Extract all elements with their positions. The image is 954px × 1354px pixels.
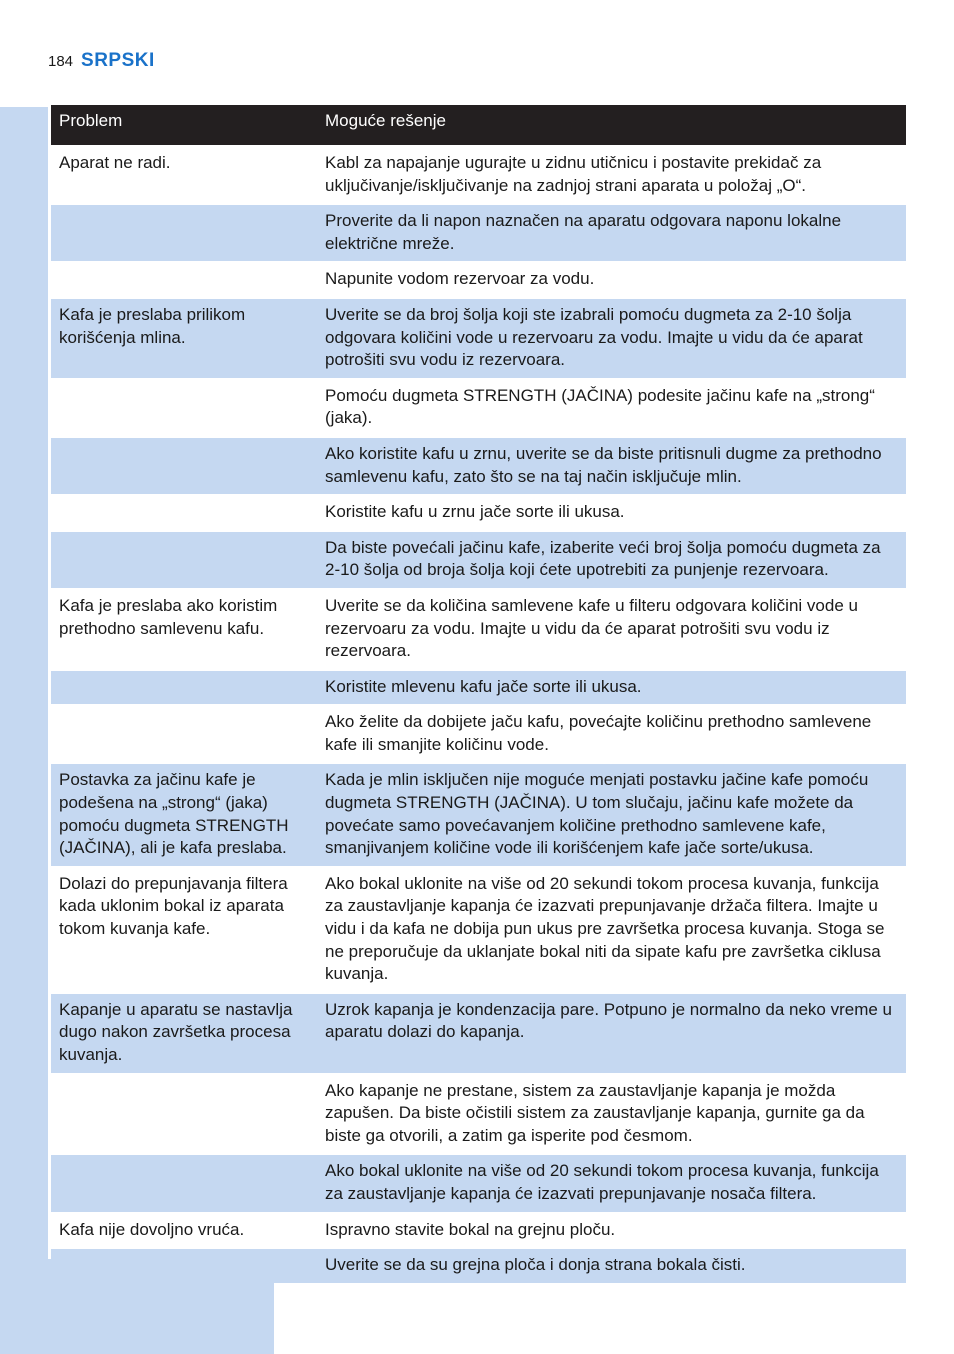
column-header-solution: Moguće rešenje — [317, 105, 906, 146]
solution-cell: Ako bokal uklonite na više od 20 sekundi tokom procesa kuvanja, funkcija za zaustavljanje kapanja će izazvati prepunjavanje nosača filtera. — [317, 1154, 906, 1212]
side-color-strip — [0, 107, 48, 1354]
solution-cell: Kada je mlin isključen nije moguće menjati postavku jačine kafe pomoću dugmeta STRENGTH (JAČINA). U tom slučaju, jačinu kafe možete da povećate samo povećavanjem količine prethodno samlevene kafe, smanjivanjem količine vode ili korišćenjem kafe jače sorte/ukusa. — [317, 763, 906, 866]
problem-cell — [51, 437, 317, 495]
table-row — [51, 298, 906, 379]
solution-cell: Uverite se da su grejna ploča i donja strana bokala čisti. — [317, 1248, 906, 1283]
problem-cell — [51, 262, 317, 298]
table-row — [51, 589, 906, 670]
section-title: SRPSKI — [81, 50, 155, 71]
problem-cell — [51, 1154, 317, 1212]
troubleshooting-table — [51, 105, 906, 1283]
page-number: 184 — [48, 53, 74, 70]
troubleshooting-table-wrap — [51, 105, 906, 1283]
solution-cell: Ako kapanje ne prestane, sistem za zaustavljanje kapanja je možda zapušen. Da biste očistili sistem za zaustavljanje kapanja, gurnite ga da biste ga otvorili, a zatim ga isperite pod česmom. — [317, 1074, 906, 1155]
page-header — [48, 50, 155, 74]
solution-cell: Proverite da li napon naznačen na aparatu odgovara naponu lokalne električne mreže. — [317, 204, 906, 262]
table-row — [51, 1213, 906, 1249]
problem-cell — [51, 204, 317, 262]
problem-cell: Kafa je preslaba prilikom korišćenja mlina. — [51, 298, 317, 379]
problem-cell — [51, 705, 317, 763]
table-row — [51, 993, 906, 1074]
solution-cell: Ako bokal uklonite na više od 20 sekundi tokom procesa kuvanja, funkcija za zaustavljanje kapanja će izazvati prepunjavanje držača filtera. Imajte u vidu i da kafa ne dobija pun ukus pre završetka procesa kuvanja. Stoga se ne preporučuje da uklanjate bokal niti da sipate kafu pre završetka ciklusa kuvanja. — [317, 867, 906, 993]
solution-cell: Ako koristite kafu u zrnu, uverite se da biste pritisnuli dugme za prethodno samlevenu kafu, zato što se na taj način isključuje mlin. — [317, 437, 906, 495]
problem-cell — [51, 1248, 317, 1283]
problem-cell — [51, 1074, 317, 1155]
table-row — [51, 1074, 906, 1155]
column-header-problem: Problem — [51, 105, 317, 146]
table-row — [51, 763, 906, 866]
problem-cell: Kapanje u aparatu se nastavlja dugo nakon završetka procesa kuvanja. — [51, 993, 317, 1074]
solution-cell: Pomoću dugmeta STRENGTH (JAČINA) podesite jačinu kafe na „strong“ (jaka). — [317, 379, 906, 437]
solution-cell: Uverite se da broj šolja koji ste izabrali pomoću dugmeta za 2-10 šolja odgovara količini vode u rezervoaru za vodu. Imajte u vidu da će aparat potrošiti svu vodu iz rezervoara. — [317, 298, 906, 379]
solution-cell: Ako želite da dobijete jaču kafu, povećajte količinu prethodno samlevene kafe ili smanjite količinu vode. — [317, 705, 906, 763]
table-row — [51, 146, 906, 204]
problem-cell: Dolazi do prepunjavanja filtera kada uklonim bokal iz aparata tokom kuvanja kafe. — [51, 867, 317, 993]
table-row — [51, 495, 906, 531]
table-row — [51, 867, 906, 993]
problem-cell: Aparat ne radi. — [51, 146, 317, 204]
table-row — [51, 204, 906, 262]
table-row — [51, 705, 906, 763]
solution-cell: Kabl za napajanje ugurajte u zidnu utičnicu i postavite prekidač za uključivanje/isključivanje na zadnjoj strani aparata u položaj „O“. — [317, 146, 906, 204]
table-header-row — [51, 105, 906, 146]
table-row — [51, 262, 906, 298]
table-row — [51, 670, 906, 706]
problem-cell: Kafa nije dovoljno vruća. — [51, 1213, 317, 1249]
table-row — [51, 1248, 906, 1283]
table-row — [51, 1154, 906, 1212]
solution-cell: Koristite mlevenu kafu jače sorte ili ukusa. — [317, 670, 906, 706]
problem-cell — [51, 379, 317, 437]
table-row — [51, 379, 906, 437]
table-row — [51, 531, 906, 589]
solution-cell: Koristite kafu u zrnu jače sorte ili ukusa. — [317, 495, 906, 531]
solution-cell: Uzrok kapanja je kondenzacija pare. Potpuno je normalno da neko vreme u aparatu dolazi do kapanja. — [317, 993, 906, 1074]
solution-cell: Da biste povećali jačinu kafe, izaberite veći broj šolja pomoću dugmeta za 2-10 šolja od broja šolja koji ćete upotrebiti za punjenje rezervoara. — [317, 531, 906, 589]
problem-cell: Postavka za jačinu kafe je podešena na „strong“ (jaka) pomoću dugmeta STRENGTH (JAČINA), ali je kafa preslaba. — [51, 763, 317, 866]
solution-cell: Uverite se da količina samlevene kafe u filteru odgovara količini vode u rezervoaru za vodu. Imajte u vidu da će aparat potrošiti svu vodu iz rezervoara. — [317, 589, 906, 670]
problem-cell — [51, 670, 317, 706]
table-body — [51, 146, 906, 1283]
table-row — [51, 437, 906, 495]
problem-cell: Kafa je preslaba ako koristim prethodno samlevenu kafu. — [51, 589, 317, 670]
solution-cell: Ispravno stavite bokal na grejnu ploču. — [317, 1213, 906, 1249]
solution-cell: Napunite vodom rezervoar za vodu. — [317, 262, 906, 298]
problem-cell — [51, 495, 317, 531]
problem-cell — [51, 531, 317, 589]
